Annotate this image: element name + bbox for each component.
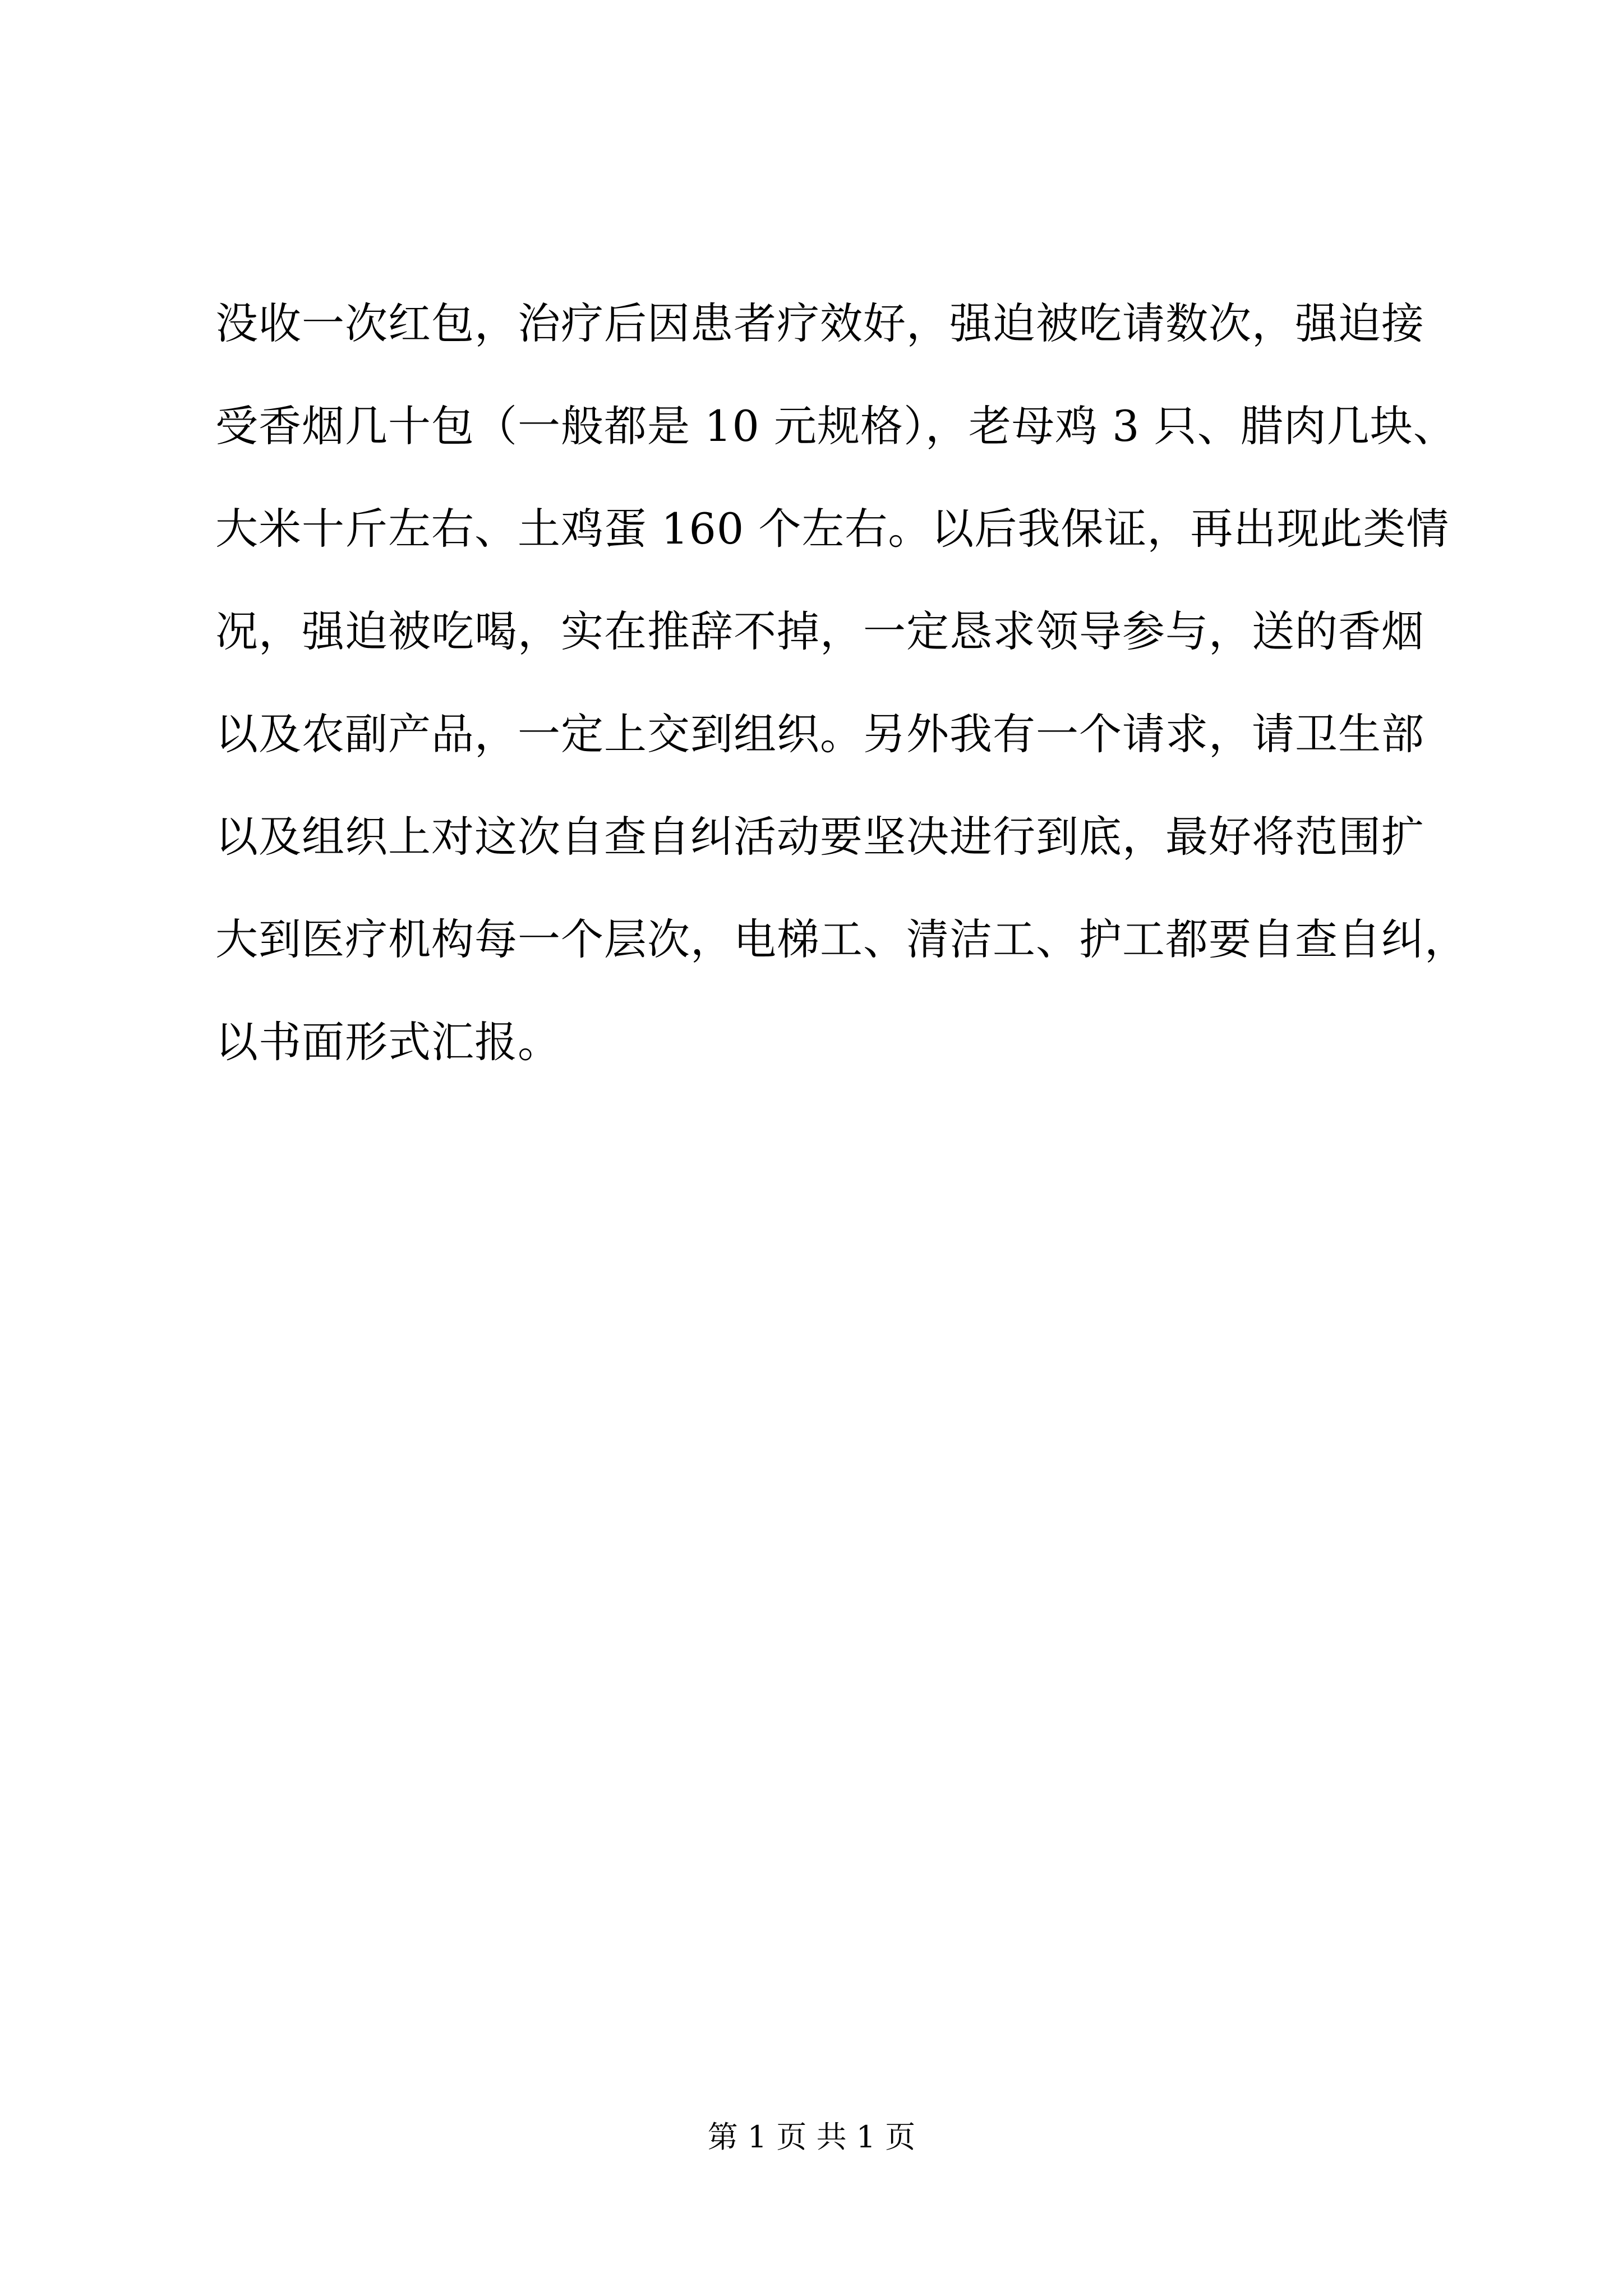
body-paragraph [215, 297, 1468, 1119]
paragraph-line: 大米十斤左右、土鸡蛋 160 个左右。以后我保证，再出现此类情 [215, 504, 1450, 554]
page-footer: 第 1 页 共 1 页 [707, 2119, 916, 2155]
paragraph-line: 大到医疗机构每一个层次，电梯工、清洁工、护工都要自查自纠， [215, 914, 1468, 964]
paragraph-line: 以及农副产品，一定上交到组织。另外我有一个请求，请卫生部 [215, 709, 1424, 759]
paragraph-line: 以及组织上对这次自查自纠活动要坚决进行到底，最好将范围扩 [215, 812, 1424, 862]
paragraph-line: 况，强迫被吃喝，实在推辞不掉，一定恳求领导参与，送的香烟 [215, 606, 1424, 656]
paragraph-line: 没收一次红包，治疗后因患者疗效好，强迫被吃请数次，强迫接 [215, 298, 1424, 348]
paragraph-line: 受香烟几十包（一般都是 10 元规格），老母鸡 3 只、腊肉几块、 [215, 401, 1456, 451]
paragraph-line: 以书面形式汇报。 [215, 1017, 561, 1067]
